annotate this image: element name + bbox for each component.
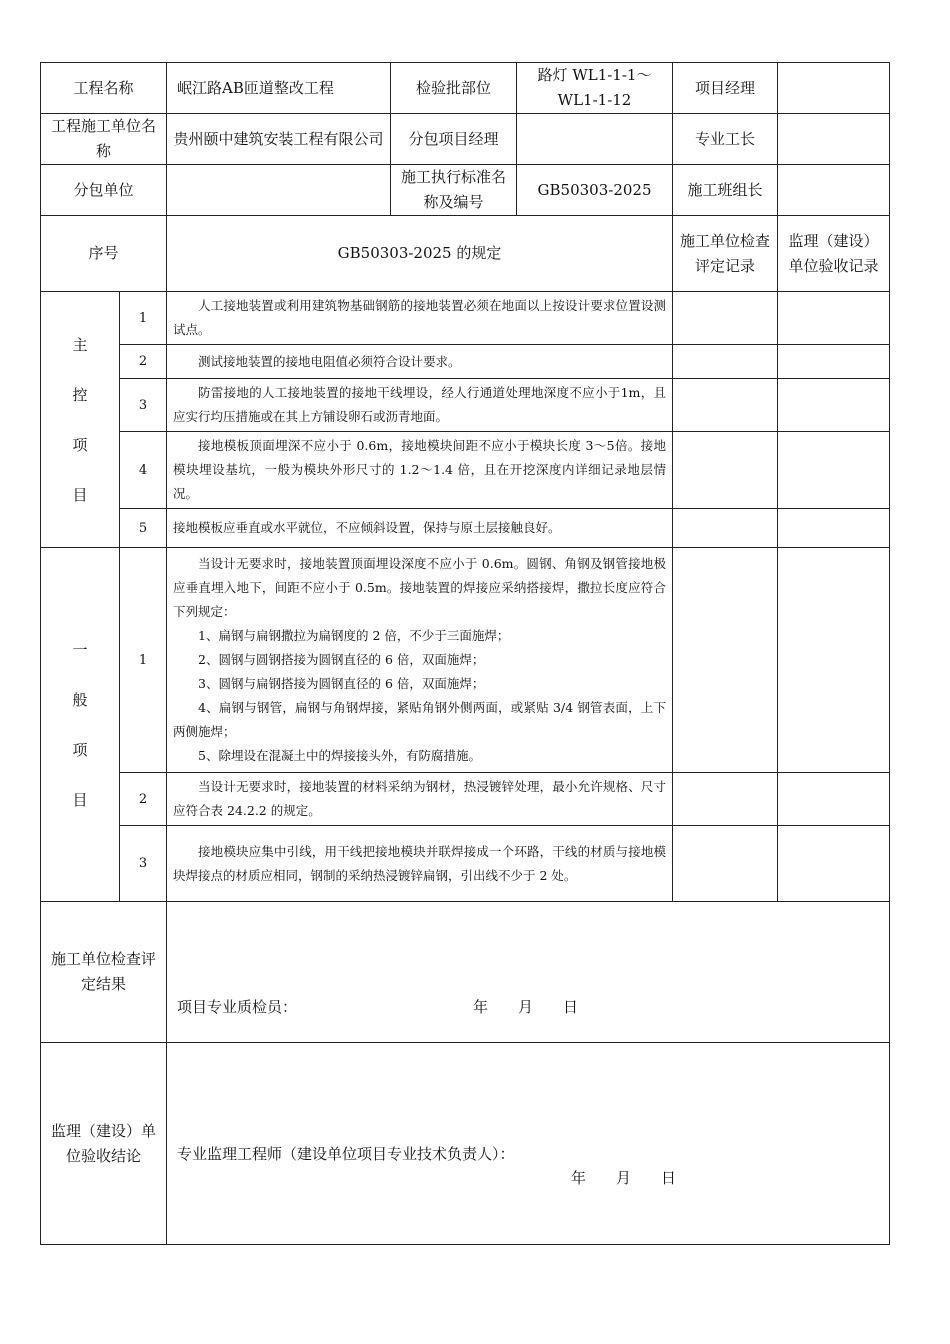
check-record-cell[interactable] — [673, 345, 778, 379]
check-record-cell[interactable] — [673, 432, 778, 509]
main-item-text: 接地模板应垂直或水平就位，不应倾斜设置，保持与原土层接触良好。 — [167, 509, 673, 548]
item-number: 3 — [120, 379, 167, 432]
team-leader-value[interactable] — [778, 165, 890, 216]
accept-record-cell[interactable] — [778, 826, 890, 902]
main-item-text: 接地模板顶面埋深不应小于 0.6m，接地模块间距不应小于模块长度 3～5倍。接地模块埋设基坑，一般为模块外形尺寸的 1.2～1.4 倍，且在开挖深度内详细记录地层情况。 — [167, 432, 673, 509]
check-record-header: 施工单位检查评定记录 — [673, 216, 778, 292]
inspection-part-label: 检验批部位 — [391, 63, 517, 114]
main-control-char: 主 — [72, 335, 88, 354]
main-item-text: 人工接地装置或利用建筑物基础钢筋的接地装置必须在地面以上按设计要求位置设测试点。 — [167, 292, 673, 345]
general-label — [41, 548, 120, 902]
check-record-cell[interactable] — [673, 509, 778, 548]
main-control-char: 目 — [72, 485, 88, 504]
item-number: 2 — [120, 345, 167, 379]
main-control-char: 控 — [72, 385, 88, 404]
standard-value: GB50303-2025 — [517, 165, 673, 216]
project-name-label: 工程名称 — [41, 63, 167, 114]
item-number: 1 — [120, 292, 167, 345]
check-record-cell[interactable] — [673, 773, 778, 826]
rules-header: GB50303-2025 的规定 — [167, 216, 673, 292]
sub-project-manager-value[interactable] — [517, 114, 673, 165]
general-char: 项 — [72, 740, 88, 759]
general-char: 一 — [72, 640, 88, 659]
general-item-text: 当设计无要求时，接地装置顶面埋设深度不应小于 0.6m。圆钢、角钢及钢管接地极应垂直埋入地下，间距不应小于 0.5m。接地装置的焊接应采纳搭接焊，撒拉长度应符合下列规定： 1、扁钢与扁钢撒拉为扁钢度的 2 倍，不少于三面施焊； 2、圆钢与圆钢搭接为圆钢直径的 6 倍，双面施焊； 3、圆钢与扁钢搭接为圆钢直径的 6 倍，双面施焊； 4、扁钢与钢管，扁钢与角钢焊接，紧贴角钢外侧两面，或紧贴 3/4 钢管表面，上下两侧施焊； 5、除埋设在混凝土中的焊接接头外，有防腐措施。 — [167, 548, 673, 773]
construction-result-label: 施工单位检查评定结果 — [41, 902, 167, 1043]
item-number: 2 — [120, 773, 167, 826]
item-number: 1 — [120, 548, 167, 773]
accept-record-cell[interactable] — [778, 379, 890, 432]
main-control-label — [41, 292, 120, 548]
item-number: 3 — [120, 826, 167, 902]
check-record-cell[interactable] — [673, 379, 778, 432]
supervising-engineer-label: 专业监理工程师（建设单位项目专业技术负责人）： — [177, 1145, 515, 1163]
item-number: 4 — [120, 432, 167, 509]
main-item-text: 防雷接地的人工接地装置的接地干线埋设，经人行通道处理地深度不应小于1m，且应实行均压措施或在其上方铺设卵石或沥青地面。 — [167, 379, 673, 432]
accept-record-cell[interactable] — [778, 345, 890, 379]
project-name-value: 岷江路AB匝道整改工程 — [167, 63, 391, 114]
accept-record-cell[interactable] — [778, 432, 890, 509]
main-item-text: 测试接地装置的接地电阻值必须符合设计要求。 — [167, 345, 673, 379]
project-manager-label: 项目经理 — [673, 63, 778, 114]
check-record-cell[interactable] — [673, 826, 778, 902]
accept-record-cell[interactable] — [778, 548, 890, 773]
foreman-label: 专业工长 — [673, 114, 778, 165]
construction-result-cell[interactable] — [167, 902, 890, 1043]
seq-header: 序号 — [41, 216, 167, 292]
general-item-text: 当设计无要求时，接地装置的材料采纳为钢材，热浸镀锌处理，最小允许规格、尺寸应符合表 24.2.2 的规定。 — [167, 773, 673, 826]
construction-unit-label: 工程施工单位名称 — [41, 114, 167, 165]
accept-record-cell[interactable] — [778, 292, 890, 345]
construction-unit-value: 贵州颐中建筑安装工程有限公司 — [167, 114, 391, 165]
sub-project-manager-label: 分包项目经理 — [391, 114, 517, 165]
main-control-char: 项 — [72, 435, 88, 454]
accept-record-cell[interactable] — [778, 509, 890, 548]
supervision-result-cell[interactable] — [167, 1043, 890, 1245]
check-record-cell[interactable] — [673, 548, 778, 773]
general-char: 目 — [72, 790, 88, 809]
sub-unit-value[interactable] — [167, 165, 391, 216]
project-manager-value[interactable] — [778, 63, 890, 114]
accept-record-header: 监理（建设）单位验收记录 — [778, 216, 890, 292]
standard-label: 施工执行标准名称及编号 — [391, 165, 517, 216]
team-leader-label: 施工班组长 — [673, 165, 778, 216]
inspection-part-value: 路灯 WL1-1-1～WL1-1-12 — [517, 63, 673, 114]
item-number: 5 — [120, 509, 167, 548]
check-record-cell[interactable] — [673, 292, 778, 345]
supervision-label: 监理（建设）单位验收结论 — [41, 1043, 167, 1245]
date-line-2: 年 月 日 — [571, 1169, 677, 1187]
foreman-value[interactable] — [778, 114, 890, 165]
inspection-form-table — [40, 62, 890, 1245]
quality-inspector-label: 项目专业质检员： — [177, 998, 298, 1016]
general-item-text: 接地模块应集中引线，用干线把接地模块并联焊接成一个环路，干线的材质与接地模块焊接点的材质应相同，钢制的采纳热浸镀锌扁钢，引出线不少于 2 处。 — [167, 826, 673, 902]
date-line-1: 年 月 日 — [473, 998, 579, 1016]
accept-record-cell[interactable] — [778, 773, 890, 826]
general-char: 般 — [72, 690, 88, 709]
sub-unit-label: 分包单位 — [41, 165, 167, 216]
